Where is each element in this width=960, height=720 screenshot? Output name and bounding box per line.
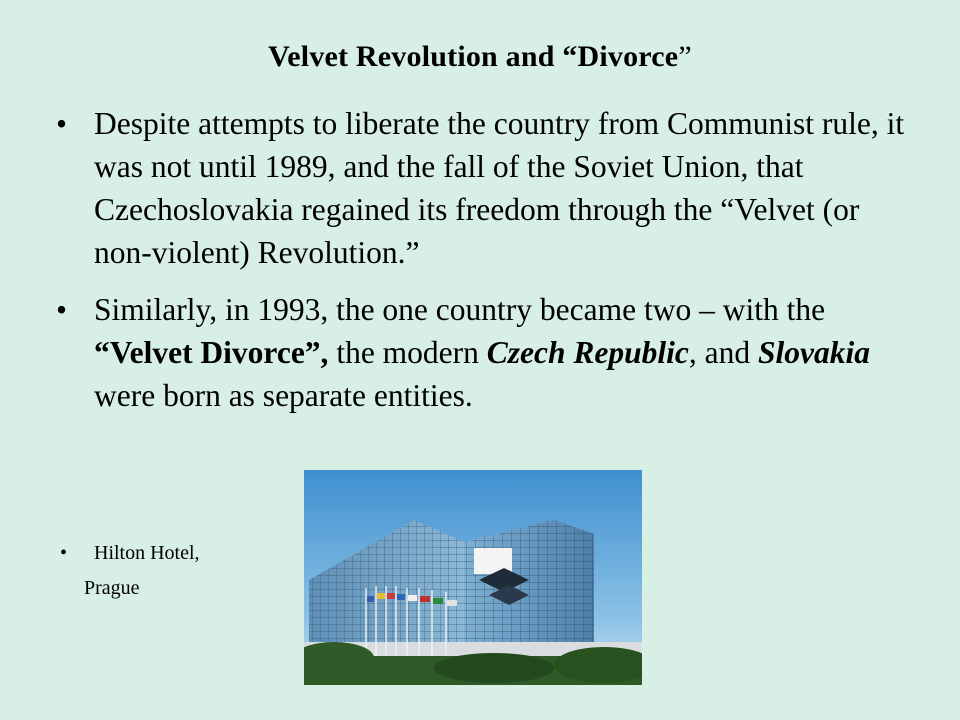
bullet-2-part-2: the modern	[328, 335, 487, 370]
caption-line-2: Prague	[84, 577, 140, 599]
photo-caption	[60, 536, 200, 606]
slide-title-main: Velvet Revolution and “Divorce	[268, 40, 679, 73]
bullet-dot: •	[56, 292, 68, 327]
bullet-item-2	[56, 288, 916, 417]
slovakia-term: Slovakia	[758, 335, 871, 370]
bullet-text-1: Despite attempts to liberate the country from Communist rule, it was not until 1989, and the fall of the Soviet Union, that Czechoslovakia regained its freedom through the “Velvet (or non-violent) Revolution.”	[94, 106, 905, 270]
hilton-hotel-photo	[304, 470, 642, 685]
caption-line-1: Hilton Hotel,	[94, 542, 200, 564]
hotel-illustration	[304, 470, 642, 685]
velvet-divorce-term: “Velvet Divorce”,	[94, 335, 329, 370]
bullet-dot: •	[56, 106, 68, 141]
bullet-text-2	[94, 288, 916, 417]
caption-item	[60, 536, 200, 571]
slide-title-tail: ”	[678, 40, 692, 73]
bullet-list	[56, 102, 916, 417]
bullet-2-part-1: Similarly, in 1993, the one country became two – with the	[94, 292, 826, 327]
bullet-2-part-4: were born as separate entities.	[94, 378, 473, 413]
slide-title	[0, 40, 960, 74]
caption-bullet-dot: •	[60, 542, 68, 564]
czech-republic-term: Czech Republic	[486, 335, 689, 370]
bullet-item-1	[56, 102, 916, 274]
bullet-2-part-3: , and	[688, 335, 759, 370]
